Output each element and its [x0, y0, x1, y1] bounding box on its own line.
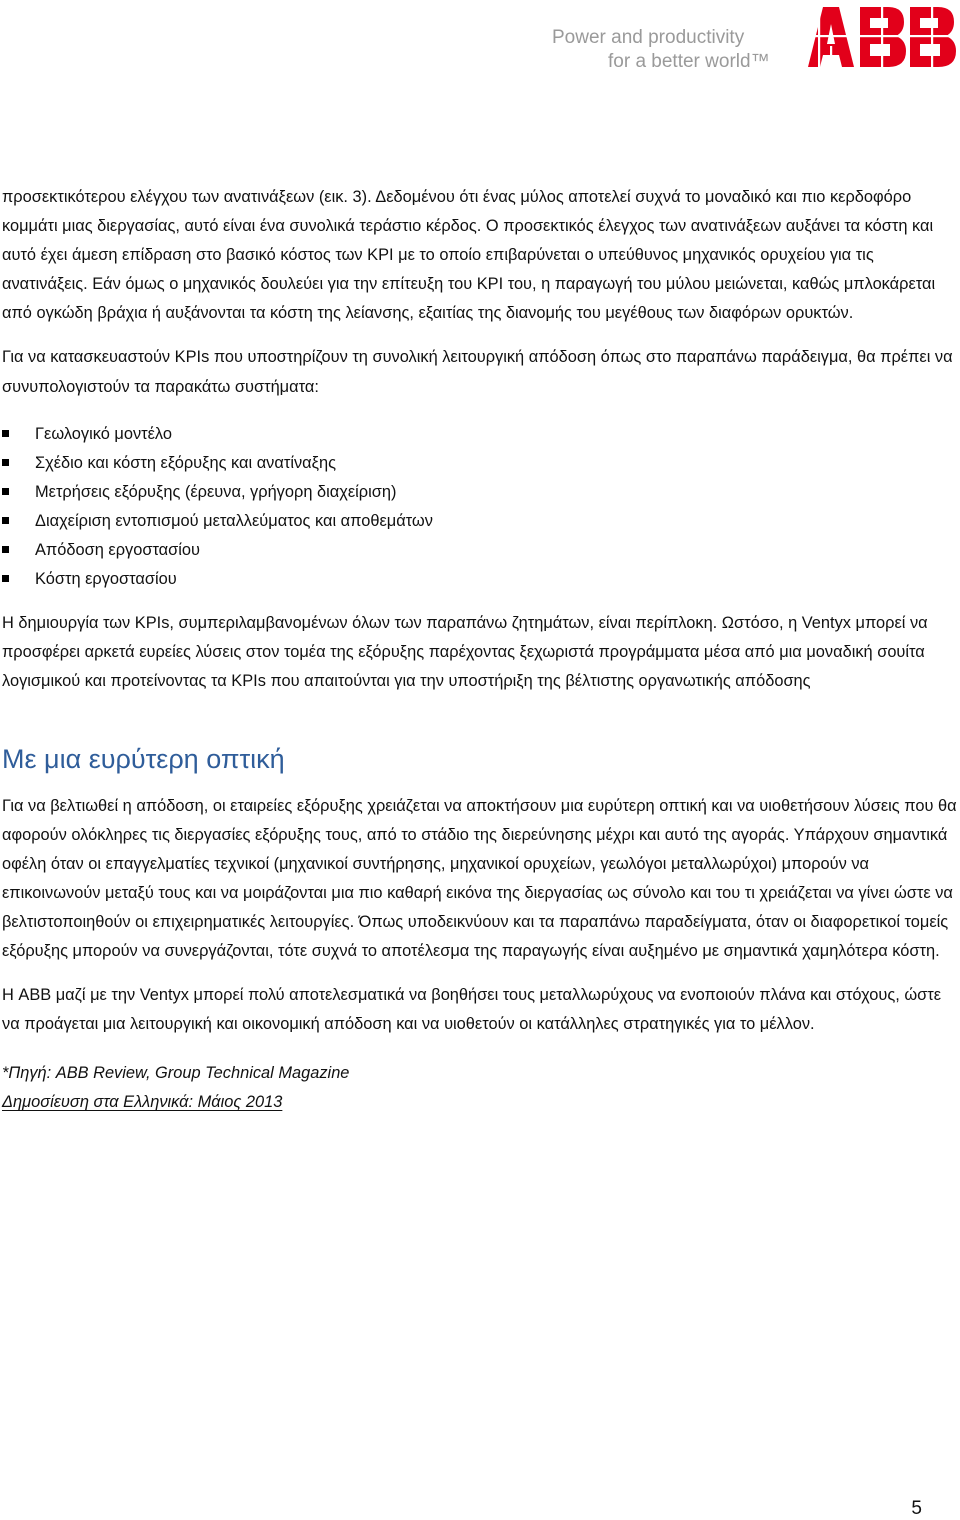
bullet-square-icon: [2, 546, 9, 553]
bullet-square-icon: [2, 459, 9, 466]
page-number: 5: [911, 1498, 922, 1519]
paragraph-blasting-control: προσεκτικότερου ελέγχου των ανατινάξεων (εικ. 3). Δεδομένου ότι ένας μύλος αποτελεί συχνά το μοναδικό και πιο κερδοφόρο κομμάτι μιας διεργασίας, αυτό είναι ένα συνολικά τεράστιο κέρδος. Ο προσεκτικός έλεγχος των ανατινάξεων αυξάνει τα κόστη και αυτό έχει άμεση επίδραση στο βασικό κόστος των KPI με το οποίο επιβαρύνεται ο υπεύθυνος μηχανικός ορυχείου για τις ανατινάξεις. Εάν όμως ο μηχανικός δουλεύει για την επίτευξη του KPI του, η παραγωγή του μύλου μειώνεται, καθώς μπλοκάρεται από ογκώδη βράχια ή αυξάνονται τα κόστη της λείανσης, εξαιτίας της διανομής του μεγέθους των διαφόρων ορυκτών.: [2, 188, 936, 323]
list-item: Μετρήσεις εξόρυξης (έρευνα, γρήγορη διαχείριση): [2, 478, 958, 507]
bullet-square-icon: [2, 488, 9, 495]
bullet-square-icon: [2, 575, 9, 582]
list-item: Απόδοση εργοστασίου: [2, 536, 958, 565]
paragraph-abb-ventyx: Η ABB μαζί με την Ventyx μπορεί πολύ αποτελεσματικά να βοηθήσει τους μεταλλωρύχους να ενοποιούν πλάνα και στόχους, ώστε να προάγεται μια λειτουργική και οικονομική απόδοση και να υιοθετούν οι κατάλληλες στρατηγικές για το μέλλον.: [2, 986, 942, 1034]
tagline-line-1: Power and productivity: [552, 27, 745, 48]
document-body: [2, 183, 958, 1117]
bullet-square-icon: [2, 430, 9, 437]
section-heading: Με μια ευρύτερη οπτική: [2, 743, 285, 774]
list-item: Διαχείριση εντοπισμού μεταλλεύματος και αποθεμάτων: [2, 507, 958, 536]
bullet-square-icon: [2, 517, 9, 524]
paragraph-wider-view: Για να βελτιωθεί η απόδοση, οι εταιρείες εξόρυξης χρειάζεται να αποκτήσουν μια ευρύτερη οπτική και να υιοθετήσουν λύσεις που θα αφορούν ολόκληρες τις διεργασίες εξόρυξης τους, από το στάδιο της διερεύνησης μέχρι και αυτό της αγοράς. Υπάρχουν σημαντικά οφέλη όταν οι επαγγελματίες τεχνικοί (μηχανικοί συντήρησης, μηχανικοί ορυχείων, γεωλόγοι μεταλλωρύχοι) μπορούν να επικοινωνούν μεταξύ τους και να μοιράζονται μια πιο καθαρή εικόνα της διεργασίας ως σύνολο και του τι χρειάζεται να γίνει ώστε να βελτιστοποιηθούν οι επιχειρηματικές λειτουργίες. Όπως υποδεικνύουν και τα παραπάνω παραδείγματα, όταν οι διαφορετικοί τομείς εξόρυξης μπορούν να συνεργάζονται, τότε συχνά το αποτέλεσμα της παραγωγής είναι αυξημένο με σημαντικά χαμηλότερα κόστη.: [2, 796, 957, 960]
header-tagline: [552, 26, 770, 74]
paragraph-kpi-complexity: Η δημιουργία των KPIs, συμπεριλαμβανομένων όλων των παραπάνω ζητημάτων, είναι περίπλοκη. Ωστόσο, η Ventyx μπορεί να προσφέρει αρκετά ευρείες λύσεις στον τομέα της εξόρυξης παρέχοντας ξεχωριστά προγράμματα μέσα από μια μοναδική σουίτα λογισμικού και προτείνοντας τα KPIs που απαιτούνται για την υποστήριξη της βέλτιστης οργανωτικής απόδοσης: [2, 614, 928, 691]
list-item: Σχέδιο και κόστη εξόρυξης και ανατίναξης: [2, 449, 958, 478]
footnote-publication-date: Δημοσίευση στα Ελληνικά: Μάιος 2013: [2, 1093, 283, 1112]
abb-logo: [806, 6, 959, 68]
paragraph-kpi-intro: Για να κατασκευαστούν KPIs που υποστηρίζουν τη συνολική λειτουργική απόδοση όπως στο παραπάνω παράδειγμα, θα πρέπει να συνυπολογιστούν τα παρακάτω συστήματα:: [2, 348, 953, 396]
list-item: Κόστη εργοστασίου: [2, 565, 958, 594]
systems-list: [2, 420, 958, 595]
footnote-source: *Πηγή: ABB Review, Group Technical Magazine: [2, 1064, 350, 1083]
tagline-line-2: for a better world™: [608, 51, 770, 72]
list-item: Γεωλογικό μοντέλο: [2, 420, 958, 449]
